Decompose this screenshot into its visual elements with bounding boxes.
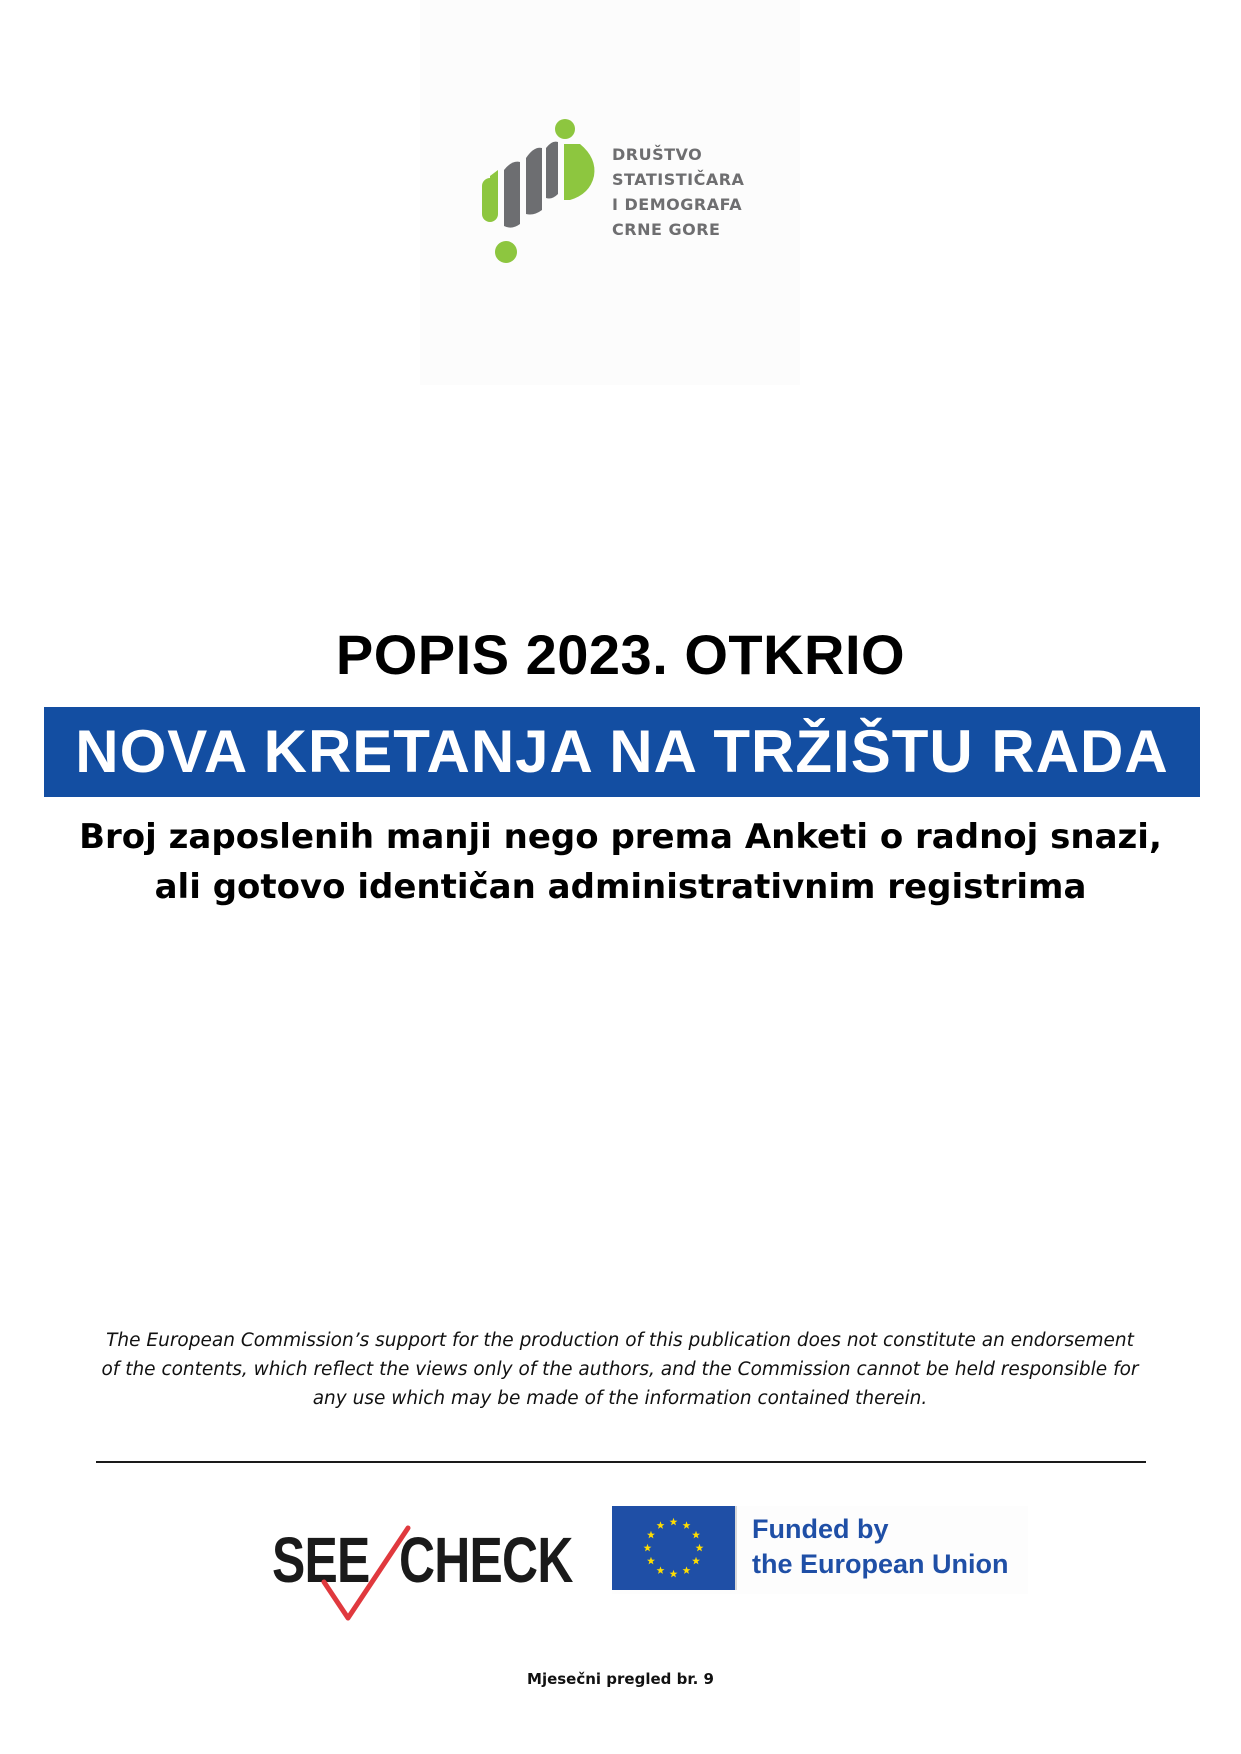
divider <box>96 1461 1146 1463</box>
eu-disclaimer <box>92 1326 1148 1413</box>
issue-note: Mjesečni pregled br. 9 <box>527 1670 714 1688</box>
title-line-2-band: NOVA KRETANJA NA TRŽIŠTU RADA <box>44 707 1200 797</box>
subtitle <box>0 812 1241 912</box>
seecheck-check-text: CHECK <box>399 1524 573 1596</box>
logo-line: DRUŠTVO <box>612 145 703 164</box>
statistical-society-logo-icon <box>482 118 597 268</box>
title-line-1: POPIS 2023. OTKRIO <box>335 623 906 686</box>
eu-funding-text <box>752 1512 1009 1582</box>
disclaimer-line-2: of the contents, which reflect the views only of the authors, and the Commission cannot be held responsible for <box>101 1359 1139 1380</box>
eu-flag-icon <box>612 1506 737 1590</box>
subtitle-line-1: Broj zaposlenih manji nego prema Anketi o radnoj snazi, <box>79 817 1162 857</box>
disclaimer-line-1: The European Commission’s support for the production of this publication does not constitute an endorsement <box>106 1330 1134 1351</box>
seecheck-logo <box>272 1520 573 1625</box>
logo-wordmark <box>612 142 744 242</box>
logo-line: I DEMOGRAFA <box>612 195 743 214</box>
subtitle-line-2: ali gotovo identičan administrativnim registrima <box>154 867 1087 907</box>
seecheck-see-text: SEE <box>272 1524 370 1596</box>
eu-text-line-2: the European Union <box>752 1549 1009 1579</box>
logo-line: STATISTIČARA <box>612 170 745 189</box>
logo-line: CRNE GORE <box>612 220 721 239</box>
eu-text-line-1: Funded by <box>752 1514 889 1544</box>
disclaimer-line-3: any use which may be made of the information contained therein. <box>312 1388 928 1409</box>
